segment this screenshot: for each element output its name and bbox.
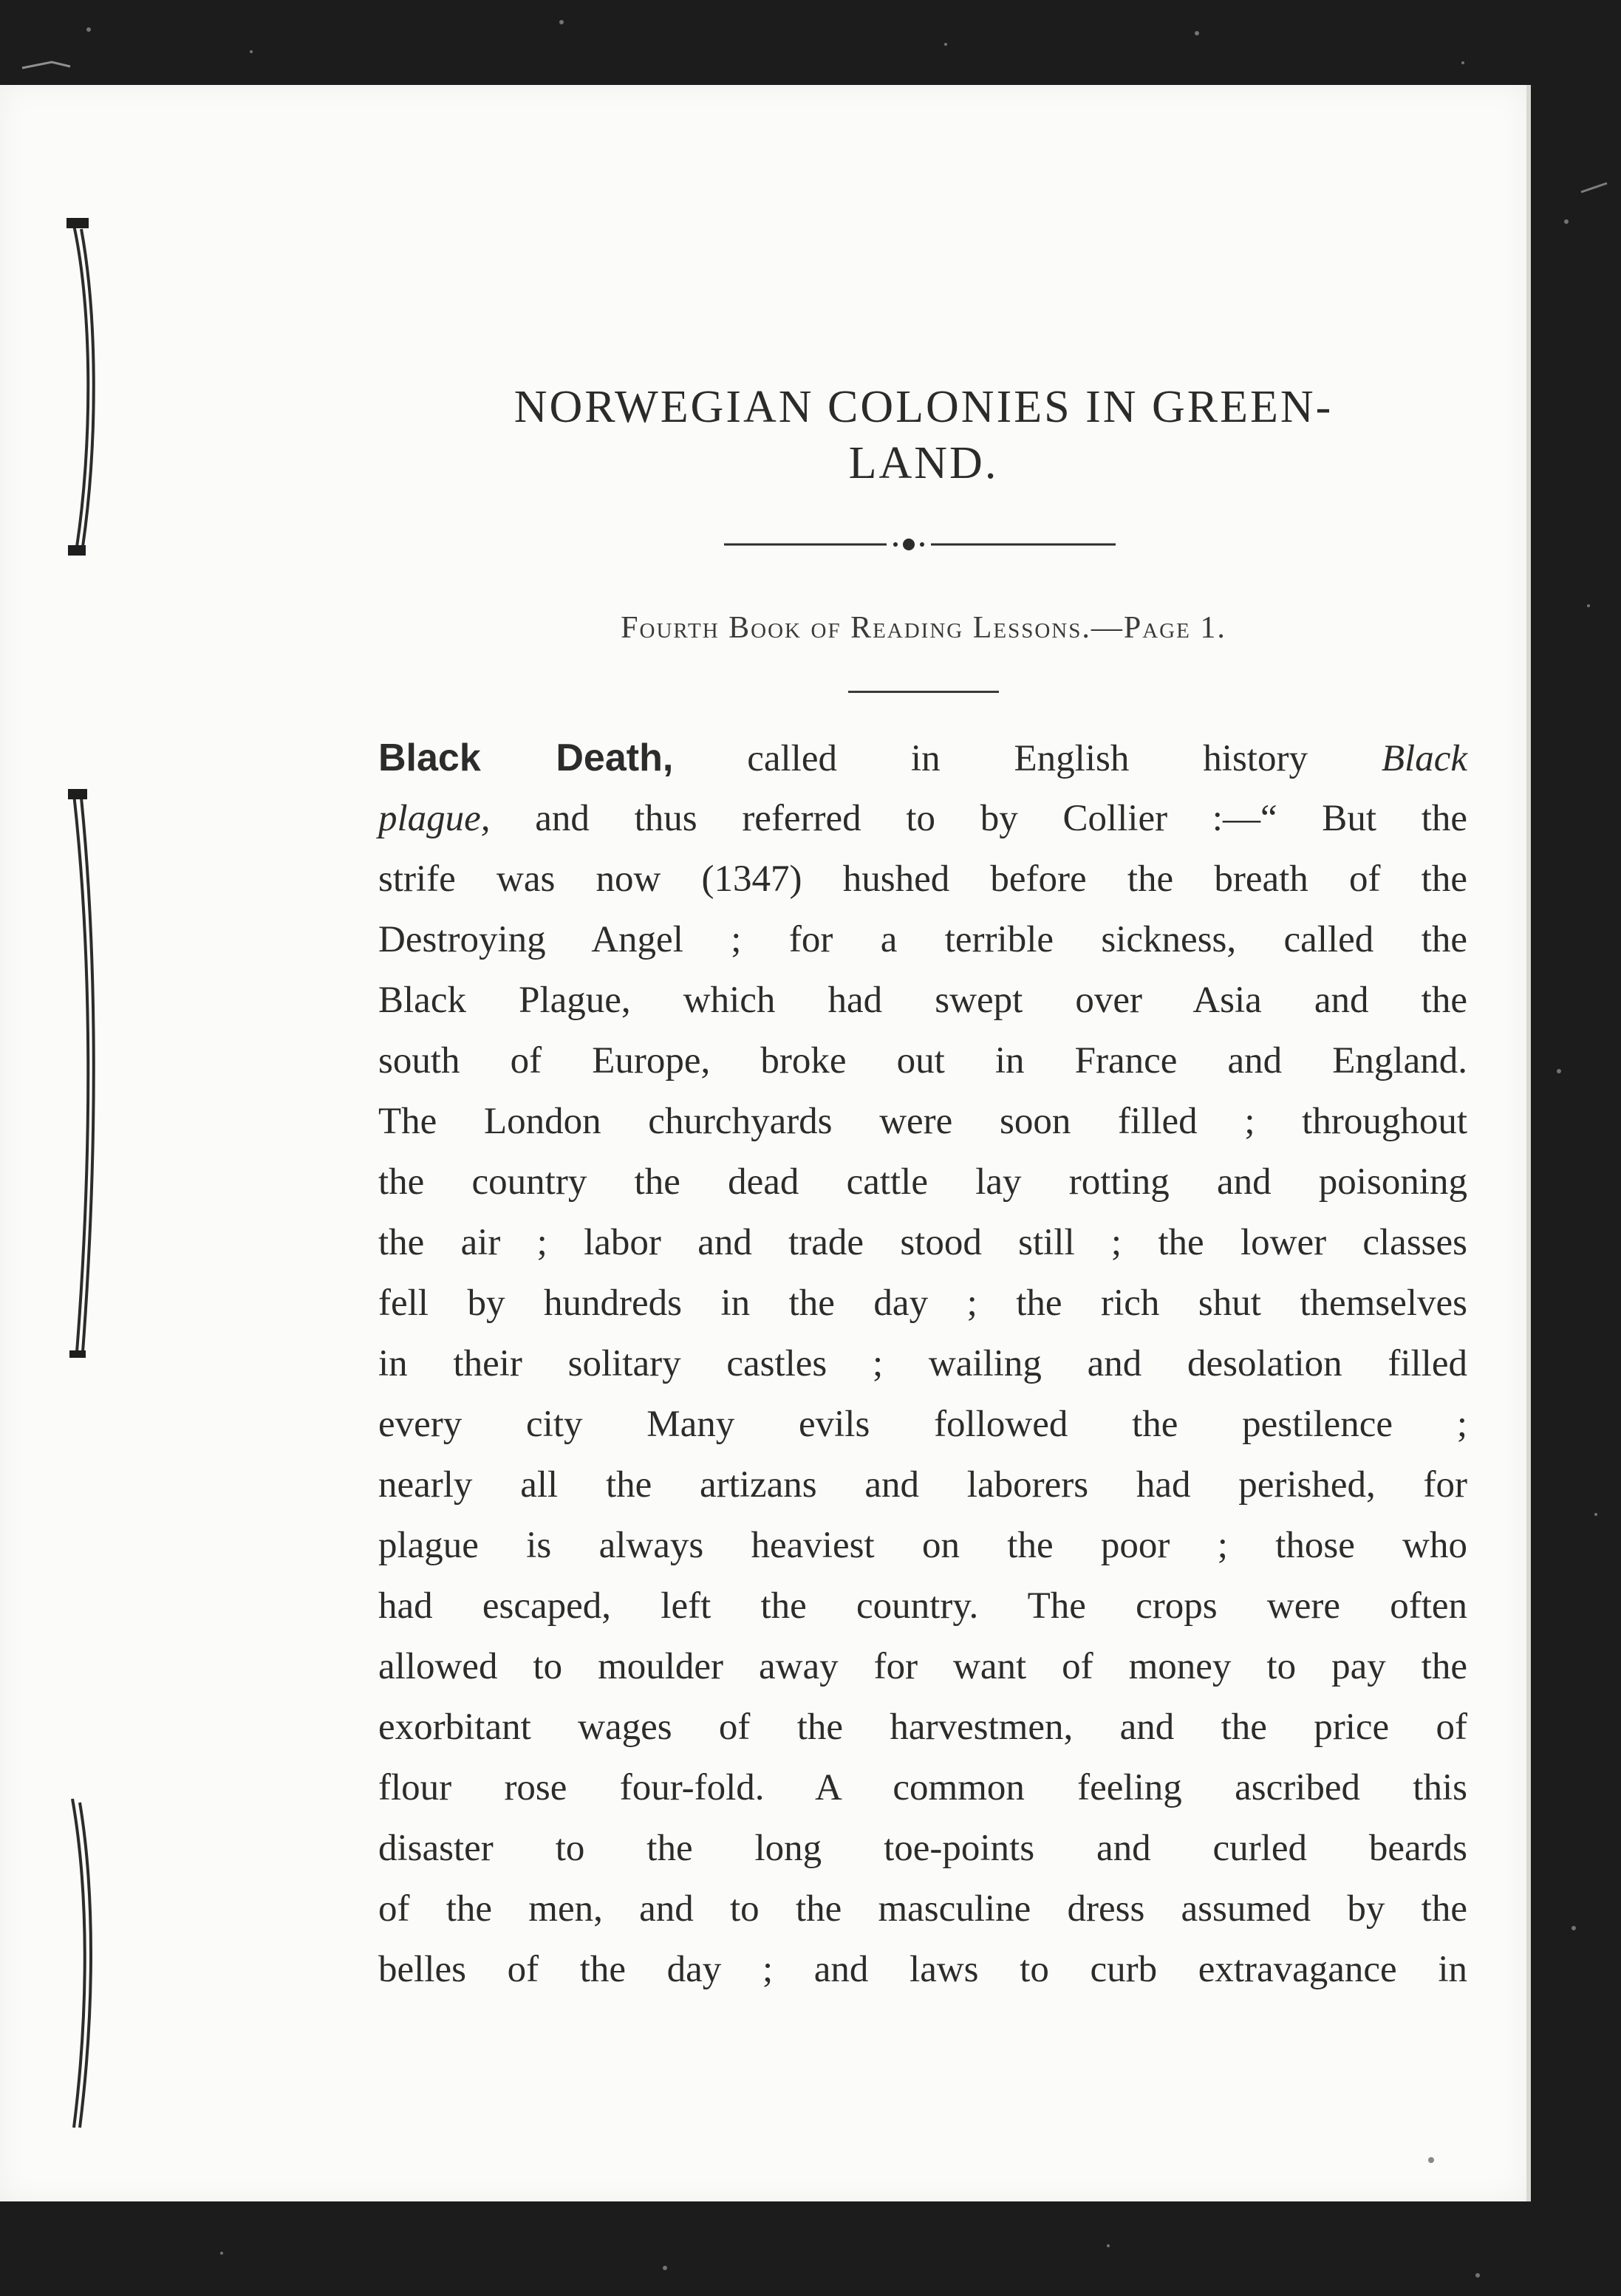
italic-text: plague,: [378, 798, 491, 839]
body-line: nearly all the artizans and laborers had perished, for: [378, 1464, 1467, 1506]
italic-text: Black: [1381, 738, 1467, 779]
body-line: of the men, and to the masculine dress assumed by the: [378, 1888, 1467, 1930]
body-line: Destroying Angel ; for a terrible sickness, called the: [378, 919, 1467, 960]
body-line: flour rose four-fold. A common feeling ascribed this: [378, 1767, 1467, 1808]
body-text: called in English history: [673, 738, 1382, 779]
body-line: in their solitary castles ; wailing and desolation filled: [378, 1343, 1467, 1384]
body-line: exorbitant wages of the harvestmen, and the price of: [378, 1706, 1467, 1748]
chapter-title-line-1: NORWEGIAN COLONIES IN GREEN-: [513, 382, 1334, 432]
body-line: [378, 728, 1467, 788]
chapter-title-line-2: LAND.: [848, 438, 999, 488]
lead-phrase: Black Death,: [378, 737, 674, 779]
body-line: [378, 788, 1467, 849]
body-line: The London churchyards were soon filled ; throughout: [378, 1101, 1467, 1142]
body-line: had escaped, left the country. The crops were often: [378, 1585, 1467, 1627]
scan-speck: [1428, 2157, 1434, 2163]
body-line: allowed to moulder away for want of money to pay the: [378, 1646, 1467, 1687]
body-line: the air ; labor and trade stood still ; the lower classes: [378, 1222, 1467, 1263]
stitched-spine: [0, 0, 118, 2296]
source-subtitle: Fourth Book of Reading Lessons.—Page 1.: [621, 611, 1226, 645]
body-line: disaster to the long toe-points and curled beards: [378, 1828, 1467, 1869]
body-line: south of Europe, broke out in France and England.: [378, 1040, 1467, 1082]
body-line: belles of the day ; and laws to curb extravagance in: [378, 1949, 1467, 1990]
body-line: every city Many evils followed the pestilence ;: [378, 1404, 1467, 1445]
body-line: fell by hundreds in the day ; the rich shut themselves: [378, 1282, 1467, 1324]
body-text: and thus referred to by Collier :—“ But the: [490, 798, 1467, 839]
body-line: the country the dead cattle lay rotting and poisoning: [378, 1161, 1467, 1203]
title-ornament-rule: [724, 533, 1123, 556]
body-line: plague is always heaviest on the poor ; those who: [378, 1525, 1467, 1566]
body-line: strife was now (1347) hushed before the breath of the: [378, 858, 1467, 900]
body-line: Black Plague, which had swept over Asia and the: [378, 980, 1467, 1021]
short-divider-rule: [848, 691, 999, 693]
